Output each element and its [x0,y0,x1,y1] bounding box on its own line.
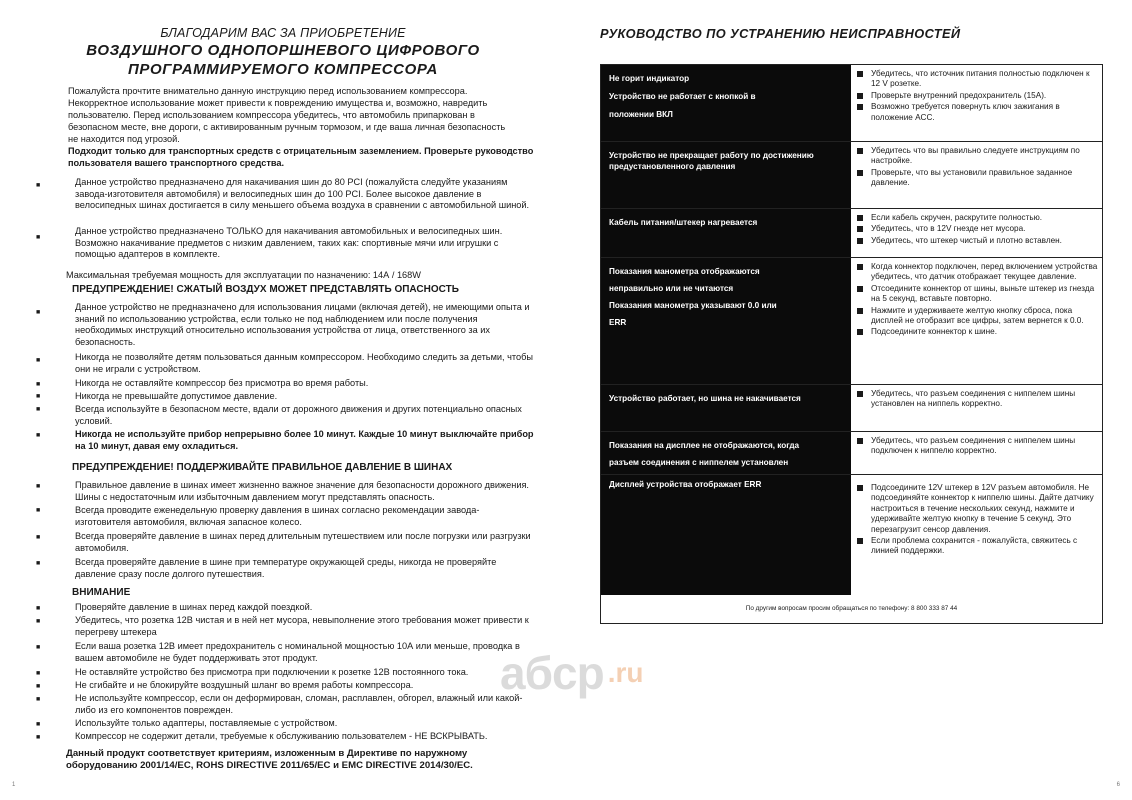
cause-line: разъем соединения с ниппелем установлен [609,458,789,467]
bullet-square-icon [857,71,863,77]
troubleshooting-table [600,64,1103,624]
warning2-item: Правильное давление в шинах имеет жизненно важное значение для безопасности дорожного движения. Шины с недостаточным или избыточным давлением могут представлять опасность. [75,480,529,502]
cause-cell [601,385,851,431]
right-page [566,0,1132,800]
bullet-square-icon [857,148,863,154]
bullet-icon: ■ [36,309,41,316]
fixes-cell [853,483,1098,558]
preface-bold-line: пользователя вашего транспортного средства. [68,158,285,168]
cause-cell [601,209,851,257]
fix-item: Убедитесь, что источник питания полностью подключен к 12 V розетке. [853,69,1098,90]
bullet-icon: ■ [36,381,41,388]
fix-item: Убедитесь что вы правильно следуете инструкциям по настройке. [853,146,1098,167]
attention-item: Компрессор не содержит детали, требуемые к обслуживанию пользователем - НЕ ВСКРЫВАТЬ. [75,731,488,741]
attention-item: Используйте только адаптеры, поставляемые с устройством. [75,718,338,728]
fix-item: Отсоедините коннектор от шины, выньте штекер из гнезда на 5 секунд, вставьте повторно. [853,284,1098,305]
bullet-icon: ■ [36,644,41,651]
table-row [601,475,1102,595]
bullet-icon: ■ [36,393,41,400]
warning2-item: Всегда проверяйте давление в шинах перед длительным путешествием или после погрузки или разгрузки автомобиля. [75,531,531,553]
preface-line: не находится под угрозой. [68,134,180,144]
bullet-icon: ■ [36,182,41,189]
fixes-cell [853,69,1098,124]
warning1-bold-item: Никогда не используйте прибор непрерывно более 10 минут. Каждые 10 минут выключайте прибор на 10 минут, давая ему охладиться. [75,429,534,451]
bullet-icon: ■ [36,560,41,567]
cause-line: Показания на дисплее не отображаются, когда [609,441,800,450]
cause-line: ERR [609,318,627,327]
fix-item: Когда коннектор подключен, перед включением устройства убедитесь, что датчик отображает текущее давление. [853,262,1098,283]
warning1-item: Данное устройство не предназначено для использования лицами (включая детей), не имеющими опыта и знаний по использованию устройства, если только не под наблюдением или после получения необходимых инструкций относительно использования устройства от лица, ответственного за их безопасность. [75,302,530,347]
power-line: Максимальная требуемая мощность для эксплуатации по назначению: 14А / 168W [66,270,421,280]
troubleshooting-title: РУКОВОДСТВО ПО УСТРАНЕНИЮ НЕИСПРАВНОСТЕЙ [600,26,961,41]
table-row [601,142,1102,209]
bullet-icon: ■ [36,696,41,703]
fix-item: Убедитесь, что штекер чистый и плотно вставлен. [853,236,1098,246]
preface-line: Пожалуйста прочтите внимательно данную инструкцию перед использованием компрессора. [68,86,468,96]
bullet-icon: ■ [36,507,41,514]
title-line-1: ВОЗДУШНОГО ОДНОПОРШНЕВОГО ЦИФРОВОГО [86,42,480,59]
warning2-heading: ПРЕДУПРЕЖДЕНИЕ! ПОДДЕРЖИВАЙТЕ ПРАВИЛЬНОЕ ДАВЛЕНИЕ В ШИНАХ [72,462,453,473]
warning1-item: Всегда используйте в безопасном месте, вдали от дорожного движения и других потенциально опасных условий. [75,404,522,426]
cause-line: Показания манометра отображаются [609,267,760,276]
cause-line: Кабель питания/штекер нагревается [609,218,758,227]
warning1-item: Никогда не позволяйте детям пользоваться данным компрессором. Необходимо следить за детьми, чтобы они не играли с устройством. [75,352,533,374]
table-row [601,385,1102,432]
fixes-cell [853,213,1098,247]
bullet-square-icon [857,391,863,397]
attention-heading: ВНИМАНИЕ [72,587,131,598]
bullet-icon: ■ [36,357,41,364]
bullet-square-icon [857,238,863,244]
warning2-item: Всегда проводите еженедельную проверку давления в шинах согласно рекомендации завода-изготовителя автомобиля, включая запасное колесо. [75,505,480,527]
cause-cell [601,142,851,208]
fixes-cell [853,146,1098,190]
bullet-square-icon [857,485,863,491]
bullet-icon: ■ [36,734,41,741]
bullet-icon: ■ [36,618,41,625]
fix-item: Подсоедините коннектор к шине. [853,327,1098,337]
compliance-line: оборудованию 2001/14/EC, ROHS DIRECTIVE 2011/65/EC и EMC DIRECTIVE 2014/30/EC. [66,760,473,771]
attention-item: Проверяйте давление в шинах перед каждой поездкой. [75,602,313,612]
table-row [601,258,1102,385]
attention-item: Убедитесь, что розетка 12В чистая и в ней нет мусора, невыполнение этого требования может привести к перегреву штекера [75,615,529,637]
fixes-cell [853,262,1098,339]
bullet-icon: ■ [36,406,41,413]
cause-line: Устройство не прекращает работу по достижению [609,151,814,160]
fix-item: Проверьте внутренний предохранитель (15А). [853,91,1098,101]
bullet-square-icon [857,215,863,221]
bullet-square-icon [857,226,863,232]
preface-line: безопасном месте, вне дороги, с активированным ручным тормозом, и где ваша личная безопасность [68,122,506,132]
fix-item: Нажмите и удерживаете желтую кнопку сброса, пока дисплей не отобразит все цифры, затем вернется к 0.0. [853,306,1098,327]
watermark-text: aбcp [500,647,604,699]
fix-item: Убедитесь, что разъем соединения с ниппелем шины установлен на ниппель корректно. [853,389,1098,410]
compliance-line: Данный продукт соответствует критериям, изложенным в Директиве по наружному [66,748,468,759]
cause-line: Устройство работает, но шина не накачивается [609,394,801,403]
cause-cell [601,475,851,595]
intro-line: БЛАГОДАРИМ ВАС ЗА ПРИОБРЕТЕНИЕ [160,26,406,40]
attention-item: Не сгибайте и не блокируйте воздушный шланг во время работы компрессора. [75,680,414,690]
cause-line: Показания манометра указывают 0.0 или [609,301,777,310]
cause-line: Устройство не работает с кнопкой в [609,92,756,101]
bullet-square-icon [857,308,863,314]
fix-item: Возможно требуется повернуть ключ зажигания в положение ACC. [853,102,1098,123]
attention-item: Не используйте компрессор, если он деформирован, сломан, расплавлен, обгорел, влажный или какой-либо из его компонентов поврежден. [75,693,523,715]
fix-item: Убедитесь, что в 12V гнезде нет мусора. [853,224,1098,234]
bullet-icon: ■ [36,683,41,690]
fixes-cell [853,389,1098,411]
bullet-icon: ■ [36,432,41,439]
warning2-item: Всегда проверяйте давление в шине при температуре окружающей среды, никогда не проверяйте давление сразу после долгого путешествия. [75,557,497,579]
bullet-square-icon [857,170,863,176]
fixes-cell [853,436,1098,458]
bullet-square-icon [857,264,863,270]
fix-item: Подсоедините 12V штекер в 12V разъем автомобиля. Не подсоединяйте коннектор к ниппелю шины. Дайте датчику настроиться в течение нескольких секунд, нажмите и удерживайте желтую кнопку в течение 5 секунд. Это перезагрузит сенсор давления. [853,483,1098,535]
cause-line: Дисплей устройства отображает ERR [609,480,762,489]
bullet-square-icon [857,286,863,292]
table-row [601,432,1102,475]
cause-cell [601,65,851,141]
table-row [601,209,1102,258]
bullet-square-icon [857,438,863,444]
fix-item: Проверьте, что вы установили правильное заданное давление. [853,168,1098,189]
warning1-item: Никогда не оставляйте компрессор без присмотра во время работы. [75,378,369,388]
cause-line: положении ВКЛ [609,110,673,119]
cause-cell [601,432,851,474]
watermark-tld: .ru [607,657,644,688]
fix-item: Если проблема сохранится - пожалуйста, свяжитесь с линией поддержки. [853,536,1098,557]
contact-line: По другим вопросам просим обращаться по телефону: 8 800 333 87 44 [745,605,958,612]
preface-line: Некорректное использование может привести к повреждению имущества и, возможно, навредить [68,98,488,108]
preface-line: пользователю. Перед использованием компрессора убедитесь, что автомобиль припаркован в [68,110,475,120]
purpose-item: Данное устройство предназначено для накачивания шин до 80 PCI (пожалуйста следуйте указаниям завода-изготовителя автомобиля) и велосипедных шин до 100 PCI. Более высокое давление в велосипедных шинах достигается в силу меньшего объема воздуха в сравнении с автомобильной шиной. [75,177,530,211]
cause-cell [601,258,851,384]
preface-bold-line: Подходит только для транспортных средств с отрицательным заземлением. Проверьте руководство [68,146,534,156]
bullet-icon: ■ [36,234,41,241]
table-row [601,65,1102,142]
bullet-square-icon [857,538,863,544]
bullet-icon: ■ [36,605,41,612]
page-number: 6 [1116,782,1120,788]
warning1-heading: ПРЕДУПРЕЖДЕНИЕ! СЖАТЫЙ ВОЗДУХ МОЖЕТ ПРЕДСТАВЛЯТЬ ОПАСНОСТЬ [72,284,459,295]
page-number: 1 [12,782,16,788]
warning1-item: Никогда не превышайте допустимое давление. [75,391,278,401]
bullet-icon: ■ [36,534,41,541]
bullet-square-icon [857,104,863,110]
bullet-square-icon [857,329,863,335]
fix-item: Убедитесь, что разъем соединения с ниппелем шины подключен к ниппелю корректно. [853,436,1098,457]
bullet-icon: ■ [36,670,41,677]
title-line-2: ПРОГРАММИРУЕМОГО КОМПРЕССОРА [128,61,438,78]
purpose-item: Данное устройство предназначено ТОЛЬКО для накачивания автомобильных и велосипедных шин. Возможно накачивание предметов с низким давлением, таких как: спортивные мячи или игрушки с помощью адаптеров в комплекте. [75,226,503,260]
fix-item: Если кабель скручен, раскрутите полностью. [853,213,1098,223]
bullet-icon: ■ [36,721,41,728]
bullet-icon: ■ [36,483,41,490]
attention-item: Не оставляйте устройство без присмотра при подключении к розетке 12В постоянного тока. [75,667,469,677]
cause-line: неправильно или не читаются [609,284,734,293]
cause-line: предустановленного давления [609,162,736,171]
attention-item: Если ваша розетка 12В имеет предохранитель с номинальной мощностью 10А или меньше, проводка в вашем автомобиле не будет поддерживать этот продукт. [75,641,520,663]
bullet-square-icon [857,93,863,99]
cause-line: Не горит индикатор [609,74,690,83]
